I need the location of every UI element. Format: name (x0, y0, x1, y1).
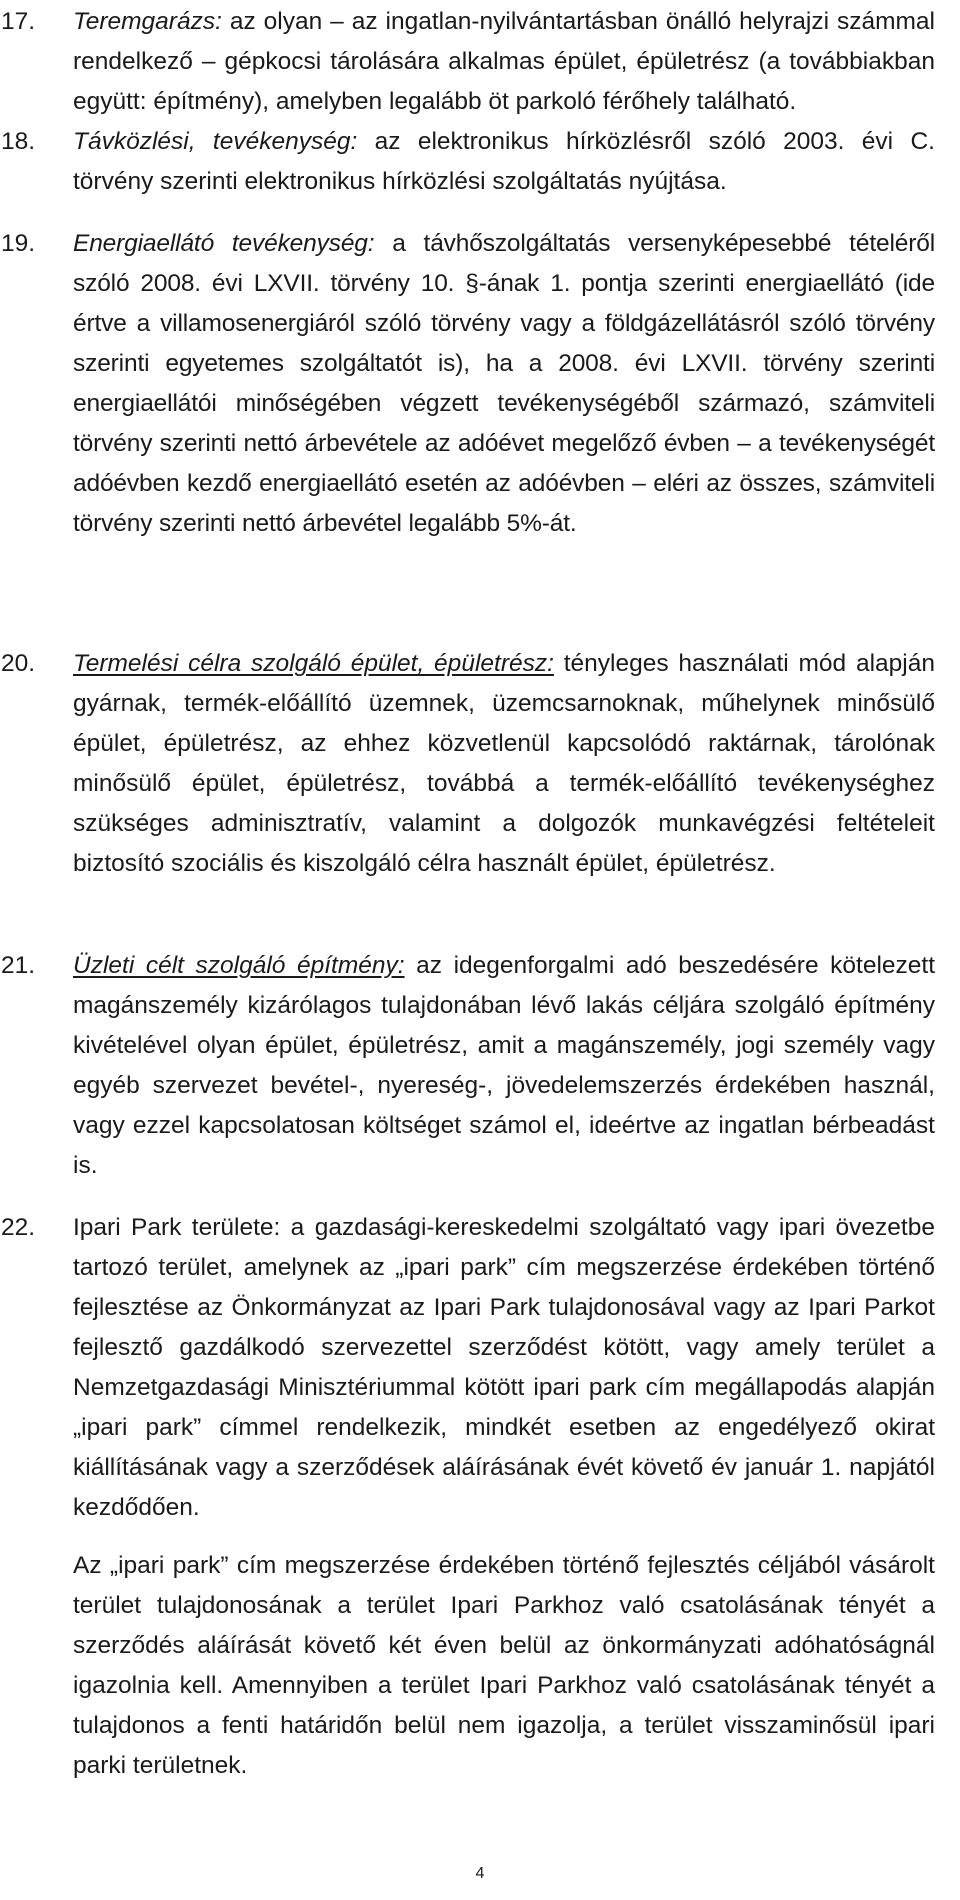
item-body (73, 2, 935, 122)
item-text: az elektronikus hírközlésről szóló 2003. évi C. törvény szerinti elektronikus hírközlési szolgáltatás nyújtása. (73, 128, 935, 195)
item-body (73, 224, 935, 544)
item-term: Távközlési, tevékenység: (73, 128, 358, 155)
item-number: 18. (1, 128, 36, 155)
item-text: az olyan – az ingatlan-nyilvántartásban önálló helyrajzi számmal rendelkező – gépkocsi tárolására alkalmas épület, épületrész (a továbbiakban együtt: építmény), amelyben legalább öt parkoló férőhely található. (73, 8, 935, 115)
item-number: 20. (1, 650, 36, 677)
item-number: 19. (1, 230, 36, 257)
page-number: 4 (475, 1865, 485, 1882)
item-text: tényleges használati mód alapján gyárnak, termék-előállító üzemnek, üzemcsarnoknak, műhelynek minősülő épület, épületrész, az ehhez közvetlenül kapcsolódó raktárnak, tárolónak minősülő épület, épületrész, továbbá a termék-előállító tevékenységhez szükséges adminisztratív, valamint a dolgozók munkavégzési feltételeit biztosító szociális és kiszolgáló célra használt épület, épületrész. (73, 650, 935, 877)
item-number: 22. (1, 1214, 36, 1241)
item-body (73, 1208, 935, 1528)
item-body (73, 946, 935, 1186)
item-body (73, 122, 935, 202)
item-term: Termelési célra szolgáló épület, épületrész: (73, 650, 554, 677)
item-body (73, 644, 935, 884)
item-text: az idegenforgalmi adó beszedésére kötelezett magánszemély kizárólagos tulajdonában lévő lakás céljára szolgáló építmény kivételével olyan épület, épületrész, amit a magánszemély, jogi személy vagy egyéb szervezet bevétel-, nyereség-, jövedelemszerzés érdekében használ, vagy ezzel kapcsolatosan költséget számol el, ideértve az ingatlan bérbeadást is. (73, 952, 936, 1179)
item-number: 21. (1, 952, 36, 979)
item-text: Ipari Park területe: a gazdasági-kereskedelmi szolgáltató vagy ipari övezetbe tartozó terület, amelynek az „ipari park” cím megszerzése érdekében történő fejlesztése az Önkormányzat az Ipari Park tulajdonosával vagy az Ipari Parkot fejlesztő gazdálkodó szervezettel szerződést kötött, vagy amely terület a Nemzetgazdasági Minisztériummal kötött ipari park cím megállapodás alapján „ipari park” címmel rendelkezik, mindkét esetben az engedélyező okirat kiállításának vagy a szerződések aláírásának évét követő év január 1. napjától kezdődően. (73, 1214, 935, 1521)
item-term: Üzleti célt szolgáló építmény: (73, 952, 405, 979)
item-text: a távhőszolgáltatás versenyképesebbé tételéről szóló 2008. évi LXVII. törvény 10. §-ának 1. pontja szerinti energiaellátó (ide értve a villamosenergiáról szóló törvény vagy a földgázellátásról szóló törvény szerinti egyetemes szolgáltatót is), ha a 2008. évi LXVII. törvény szerinti energiaellátói minőségében végzett tevékenységéből származó, számviteli törvény szerinti nettó árbevétele az adóévet megelőző évben – a tevékenységét adóévben kezdő energiaellátó esetén az adóévben – eléri az összes, számviteli törvény szerinti nettó árbevétel legalább 5%-át. (73, 230, 935, 537)
item-term: Teremgarázs: (73, 8, 222, 35)
ipari-park-paragraph: Az „ipari park” cím megszerzése érdekében történő fejlesztés céljából vásárolt terület tulajdonosának a terület Ipari Parkhoz való csatolásának tényét a szerződés aláírását követő két éven belül az önkormányzati adóhatóságnál igazolnia kell. Amennyiben a terület Ipari Parkhoz való csatolásának tényét a tulajdonos a fenti határidőn belül nem igazolja, a terület visszaminősül ipari parki területnek. (73, 1552, 935, 1779)
item-number: 17. (1, 8, 36, 35)
item-term: Energiaellátó tevékenység: (73, 230, 375, 257)
